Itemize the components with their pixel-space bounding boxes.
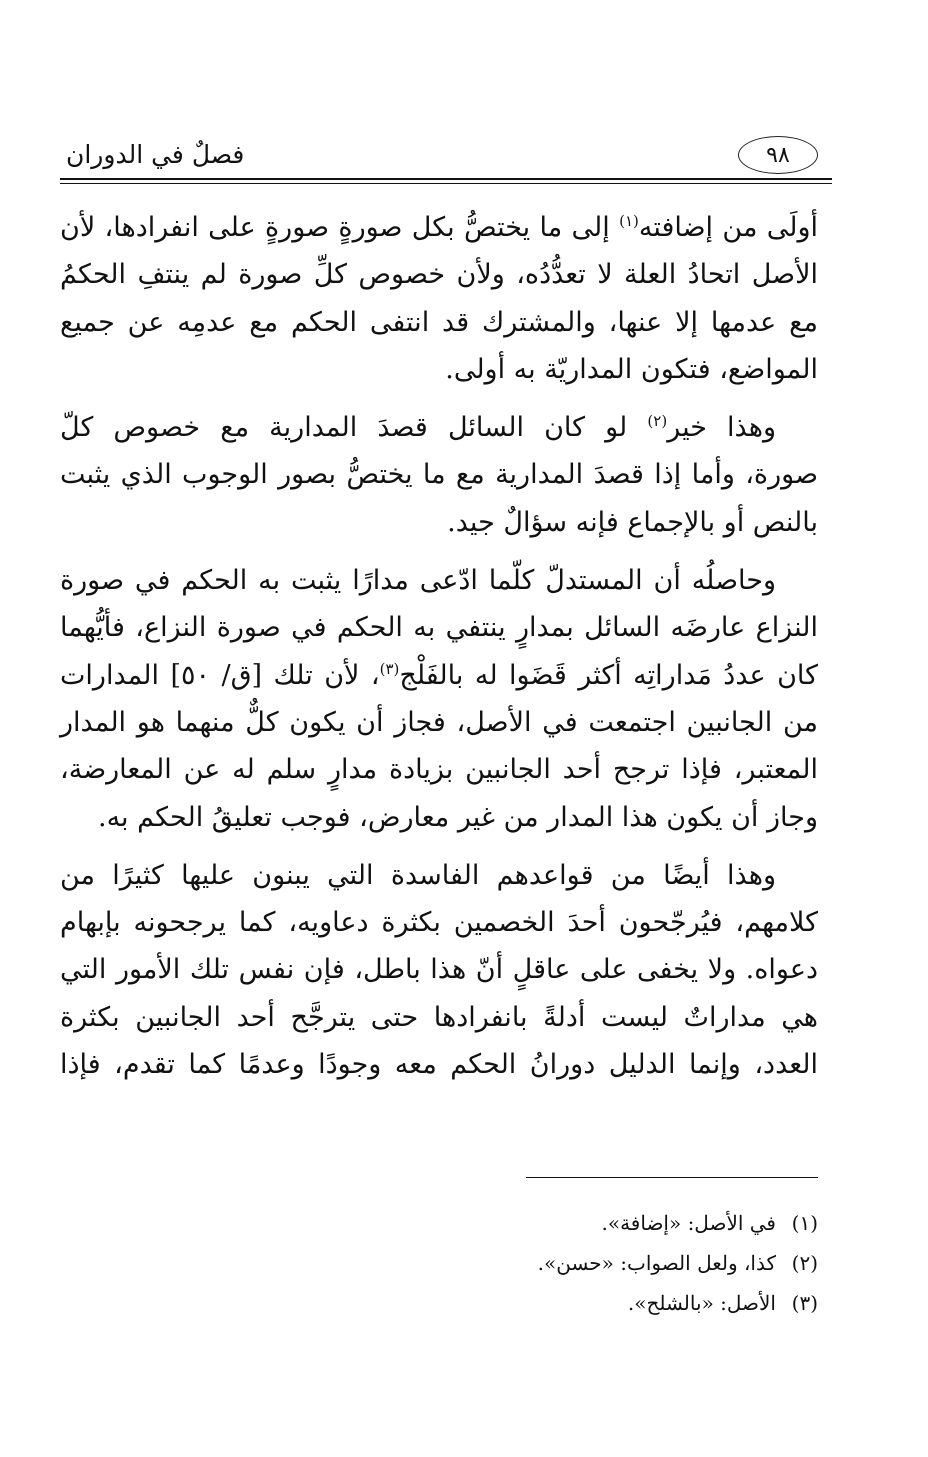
footnote-number: (٢) (791, 1251, 818, 1275)
text-line: كلامهم، فيُرجّحون أحدَ الخصمين بكثرة دعاويه، كما يرجحونه بإبهام (60, 907, 818, 939)
body-text (60, 204, 818, 1099)
footnote-text: في الأصل: «إضافة». (601, 1211, 776, 1235)
page-number: ٩٨ (738, 136, 818, 174)
text-line: دعواه. ولا يخفى على عاقلٍ أنّ هذا باطل، فإن نفس تلك الأمور التي (60, 954, 818, 986)
text-line: المعتبر، فإذا ترجح أحد الجانبين بزيادة مدارٍ سلم له عن المعارضة، (60, 754, 818, 786)
footnote-reference: (٢) (647, 412, 668, 431)
text-line: وهذا أيضًا من قواعدهم الفاسدة التي يبنون عليها كثيرًا من (60, 859, 776, 891)
text-line: وهذا خير$^{(٢)}$ لو كان السائل قصدَ المدارية مع خصوص كلّ (60, 412, 776, 444)
footnote-text: الأصل: «بالشلح». (627, 1291, 776, 1315)
footnote-1 (60, 1203, 818, 1243)
footnote-text: كذا، ولعل الصواب: «حسن». (537, 1251, 776, 1275)
footnotes (60, 1203, 818, 1323)
text-line: أولَى من إضافته$^{(١)}$ إلى ما يختصُّ بكل صورةٍ صورةٍ على انفرادها، لأن (60, 212, 818, 243)
paragraph-2 (60, 404, 818, 546)
header-divider (60, 178, 832, 180)
text-line: وحاصلُه أن المستدلّ كلّما ادّعى مدارًا يثبت به الحكم في صورة (60, 565, 776, 597)
text-line: العدد، وإنما الدليل دورانُ الحكم معه وجودًا وعدمًا كما تقدم، فإذا (60, 1049, 818, 1081)
text-line: بالنص أو بالإجماع فإنه سؤالٌ جيد. (447, 506, 818, 538)
text-line: النزاع عارضَه السائل بمدارٍ ينتفي به الحكم في صورة النزاع، فأيُّهما (60, 612, 818, 644)
footnote-3 (60, 1283, 818, 1323)
footnote-number: (٣) (791, 1291, 818, 1315)
text-line: وجاز أن يكون هذا المدار من غير معارض، فوجب تعليقُ الحكم به. (98, 801, 818, 833)
paragraph-1 (60, 204, 818, 393)
footnote-reference: (٣) (379, 659, 400, 678)
text-line: من الجانبين اجتمعت في الأصل، فجاز أن يكون كلٌّ منهما هو المدار (60, 706, 818, 738)
footnote-divider (526, 1177, 818, 1178)
text-line: كان عددُ مَداراتِه أكثر قَضَوا له بالفَلْج$^{(٣)}$، لأن تلك [ق/ ٥٠] المدارات (60, 659, 818, 691)
text-line: المواضع، فتكون المداريّة به أولى. (445, 353, 818, 385)
running-title: فصلٌ في الدوران (66, 140, 245, 169)
text-line: الأصل اتحادُ العلة لا تعدُّدُه، ولأن خصوص كلِّ صورة لم ينتفِ الحكمُ (60, 259, 818, 291)
footnote-number: (١) (791, 1211, 818, 1235)
text-line: مع عدمها إلا عنها، والمشترك قد انتفى الحكم مع عدمِه عن جميع (60, 306, 818, 338)
paragraph-3 (60, 557, 818, 841)
header-divider-thin (60, 183, 832, 184)
paragraph-4 (60, 852, 818, 1088)
text-line: هي مداراتٌ ليست أدلةً بانفرادها حتى يترجَّح أحد الجانبين بكثرة (60, 1001, 819, 1033)
footnote-reference: (١) (619, 212, 639, 230)
text-line: صورة، وأما إذا قصدَ المدارية مع ما يختصُّ بصور الوجوب الذي يثبت (60, 459, 818, 491)
footnote-2 (60, 1243, 818, 1283)
page-header (66, 128, 818, 176)
